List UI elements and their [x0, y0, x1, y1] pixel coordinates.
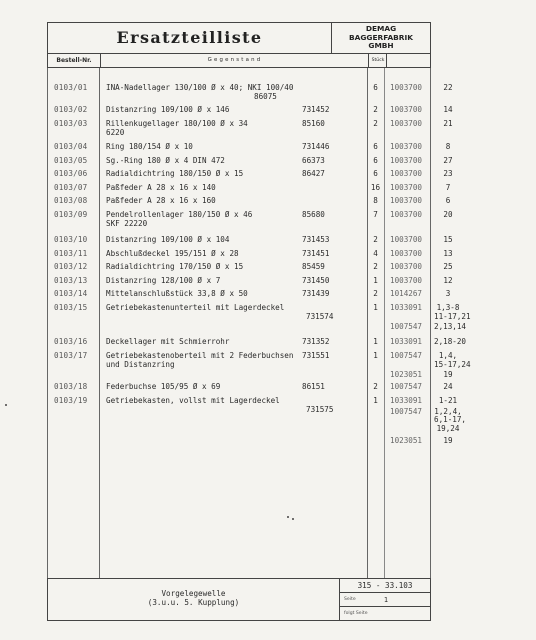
- drawing-reference: 1003700: [390, 235, 423, 244]
- position-reference: 6,1-17,: [434, 415, 467, 425]
- item-description: Deckellager mit Schmierrohr: [106, 337, 230, 346]
- drawing-reference: 1003700: [390, 196, 423, 205]
- company-line-2: BAGGERFABRIK: [349, 32, 413, 42]
- drawing-reference: 1003700: [390, 169, 423, 178]
- item-description: Getriebekasten, vollst mit Lagerdeckel: [106, 396, 280, 405]
- article-number: 731352: [302, 337, 330, 346]
- article-number: 86427: [302, 169, 325, 178]
- order-number: 0103/06: [54, 169, 88, 178]
- item-description: Abschlußdeckel 195/151 Ø x 28: [106, 249, 239, 258]
- position-reference: 15: [443, 235, 453, 244]
- quantity: 6: [373, 156, 378, 165]
- item-description: Paßfeder A 28 x 16 x 160: [106, 196, 216, 205]
- order-number: 0103/13: [54, 276, 88, 285]
- order-number: 0103/16: [54, 337, 88, 346]
- article-number: 85459: [302, 262, 325, 271]
- item-description: Radialdichtring 170/150 Ø x 15: [106, 262, 244, 271]
- page-number-cell: [340, 593, 430, 607]
- quantity: 1: [373, 303, 378, 312]
- position-reference: 7: [445, 183, 451, 192]
- position-reference: 2,18-20: [434, 337, 467, 346]
- order-number: 0103/05: [54, 156, 88, 165]
- article-number: 731450: [302, 276, 330, 285]
- page-title: Ersatzteilliste: [48, 23, 332, 53]
- position-reference: 15-17,24: [434, 359, 471, 369]
- drawing-reference: 1033091: [390, 396, 423, 405]
- page-label: Seite: [344, 597, 356, 602]
- drawing-reference: 1003700: [390, 83, 423, 92]
- position-reference: 23: [443, 169, 453, 178]
- company-name: [332, 25, 430, 51]
- quantity: 4: [373, 249, 378, 258]
- position-reference: 24: [443, 382, 453, 391]
- article-number: 66373: [302, 156, 325, 165]
- order-number: 0103/10: [54, 235, 88, 244]
- item-description: Radialdichtring 180/150 Ø x 15: [106, 169, 244, 178]
- drawing-reference: 1003700: [390, 183, 423, 192]
- item-description-continued: SKF 22220: [106, 218, 148, 228]
- order-number: 0103/15: [54, 303, 88, 312]
- item-description: Distanzring 109/100 Ø x 146: [106, 105, 230, 114]
- quantity: 7: [373, 210, 378, 219]
- position-reference: 1,4,: [438, 351, 458, 360]
- position-reference: 13: [443, 249, 453, 258]
- drawing-reference: 1003700: [390, 142, 423, 151]
- item-description: Pendelrollenlager 180/150 Ø x 46: [106, 210, 253, 219]
- item-description-continued: 6220: [106, 127, 125, 137]
- position-reference: 11-17,21: [434, 311, 471, 321]
- position-reference: 1,3-8: [436, 303, 460, 312]
- vorlage-line-2: (3.u.u. 5. Kupplung): [147, 598, 240, 607]
- order-number: 0103/07: [54, 183, 88, 192]
- column-divider-3: [384, 68, 385, 578]
- quantity: 2: [373, 289, 378, 298]
- position-reference: 3: [445, 289, 451, 298]
- drawing-reference: 1007547: [390, 351, 423, 360]
- order-number: 0103/08: [54, 196, 88, 205]
- header-box: [47, 22, 431, 54]
- article-number: 85680: [302, 210, 325, 219]
- quantity: 6: [373, 169, 378, 178]
- order-number: 0103/04: [54, 142, 88, 151]
- column-header-stueck: Stück: [368, 54, 387, 67]
- item-description: Distanzring 109/100 Ø x 104: [106, 235, 230, 244]
- ink-spot: [292, 518, 294, 520]
- order-number: 0103/03: [54, 119, 88, 128]
- position-reference: 19: [443, 370, 453, 380]
- drawing-reference: 1033091: [390, 303, 423, 312]
- drawing-reference: 1007547: [390, 406, 423, 416]
- drawing-reference: 1003700: [390, 210, 423, 219]
- article-number: 731551: [302, 351, 330, 360]
- item-description: Getriebekastenunterteil mit Lagerdeckel: [106, 303, 285, 312]
- position-reference: 27: [443, 156, 453, 165]
- drawing-reference: 1003700: [390, 156, 423, 165]
- quantity: 2: [373, 382, 378, 391]
- article-number: 731575: [306, 404, 334, 414]
- order-number: 0103/11: [54, 249, 88, 258]
- quantity: 2: [373, 262, 378, 271]
- drawing-reference: 1007547: [390, 322, 423, 332]
- position-reference: 1-21: [438, 396, 458, 405]
- order-number: 0103/14: [54, 289, 88, 298]
- page-number: 1: [384, 596, 389, 604]
- drawing-reference: 1014267: [390, 289, 423, 298]
- drawing-reference: 1023051: [390, 370, 423, 380]
- drawing-reference: 1003700: [390, 262, 423, 271]
- drawing-reference: 1003700: [390, 249, 423, 258]
- quantity: 1: [373, 351, 378, 360]
- drawing-reference: 1003700: [390, 119, 423, 128]
- footer-box: [47, 578, 431, 621]
- quantity: 6: [373, 83, 378, 92]
- quantity: 16: [370, 183, 381, 192]
- item-description: Rillenkugellager 180/100 Ø x 34: [106, 119, 248, 128]
- company-line-3: GMBH: [368, 41, 394, 51]
- position-reference: 19: [443, 436, 453, 446]
- item-description: Mittelanschlußstück 33,8 Ø x 50: [106, 289, 248, 298]
- drawing-code: 315 - 33.103: [340, 579, 430, 593]
- order-number: 0103/01: [54, 83, 88, 92]
- position-reference: 8: [445, 142, 451, 151]
- order-number: 0103/09: [54, 210, 88, 219]
- quantity: 8: [373, 196, 378, 205]
- article-number: 731574: [306, 311, 334, 321]
- order-number: 0103/02: [54, 105, 88, 114]
- item-description: Getriebekastenoberteil mit 2 Federbuchsen: [106, 351, 294, 360]
- position-reference: 22: [443, 83, 453, 92]
- article-number: 86075: [254, 91, 277, 101]
- article-number: 731451: [302, 249, 330, 258]
- table-border-left: [47, 68, 48, 578]
- quantity: 1: [373, 337, 378, 346]
- quantity: 2: [373, 235, 378, 244]
- drawing-reference: 1033091: [390, 337, 423, 346]
- article-number: 731439: [302, 289, 330, 298]
- order-number: 0103/19: [54, 396, 88, 405]
- item-description: Ring 180/154 Ø x 10: [106, 142, 193, 151]
- article-number: 731452: [302, 105, 330, 114]
- quantity: 2: [373, 105, 378, 114]
- item-description: Distanzring 128/100 Ø x 7: [106, 276, 221, 285]
- article-number: 85160: [302, 119, 325, 128]
- position-reference: 2,13,14: [434, 322, 467, 332]
- item-description: Paßfeder A 28 x 16 x 140: [106, 183, 216, 192]
- order-number: 0103/12: [54, 262, 88, 271]
- article-number: 731446: [302, 142, 330, 151]
- article-number: 731453: [302, 235, 330, 244]
- quantity: 6: [373, 142, 378, 151]
- punch-mark: [5, 404, 7, 406]
- next-page-label: folgt Seite: [344, 611, 368, 616]
- order-number: 0103/17: [54, 351, 88, 360]
- vorlage-line-1: Vorgelegewelle: [161, 589, 226, 598]
- column-divider-1: [99, 68, 100, 578]
- next-page-cell: [340, 607, 430, 620]
- quantity: 1: [373, 276, 378, 285]
- article-number: 86151: [302, 382, 325, 391]
- item-description: Federbuchse 105/95 Ø x 69: [106, 382, 221, 391]
- quantity: 1: [373, 396, 378, 405]
- footer-vorlage: [48, 579, 340, 620]
- column-header-row: [47, 54, 431, 68]
- position-reference: 12: [443, 276, 453, 285]
- position-reference: 14: [443, 105, 453, 114]
- item-description: INA-Nadellager 130/100 Ø x 40; NKI 100/40: [106, 83, 294, 92]
- column-header-bestell-nr: Bestell-Nr.: [56, 57, 92, 64]
- column-header-gegenstand: Gegenstand: [100, 54, 369, 67]
- position-reference: 19,24: [436, 423, 460, 433]
- column-header-blank: [386, 54, 431, 67]
- drawing-reference: 1023051: [390, 436, 423, 446]
- position-reference: 25: [443, 262, 453, 271]
- company-line-1: DEMAG: [365, 24, 397, 33]
- drawing-reference: 1003700: [390, 105, 423, 114]
- position-reference: 6: [445, 196, 451, 205]
- quantity: 2: [373, 119, 378, 128]
- position-reference: 21: [443, 119, 453, 128]
- drawing-reference: 1007547: [390, 382, 423, 391]
- order-number: 0103/18: [54, 382, 88, 391]
- position-reference: 20: [443, 210, 453, 219]
- drawing-reference: 1003700: [390, 276, 423, 285]
- item-description-continued: und Distanzring: [106, 359, 175, 369]
- position-reference: 1,2,4,: [434, 406, 462, 416]
- ink-spot: [287, 516, 289, 518]
- item-description: Sg.-Ring 180 Ø x 4 DIN 472: [106, 156, 225, 165]
